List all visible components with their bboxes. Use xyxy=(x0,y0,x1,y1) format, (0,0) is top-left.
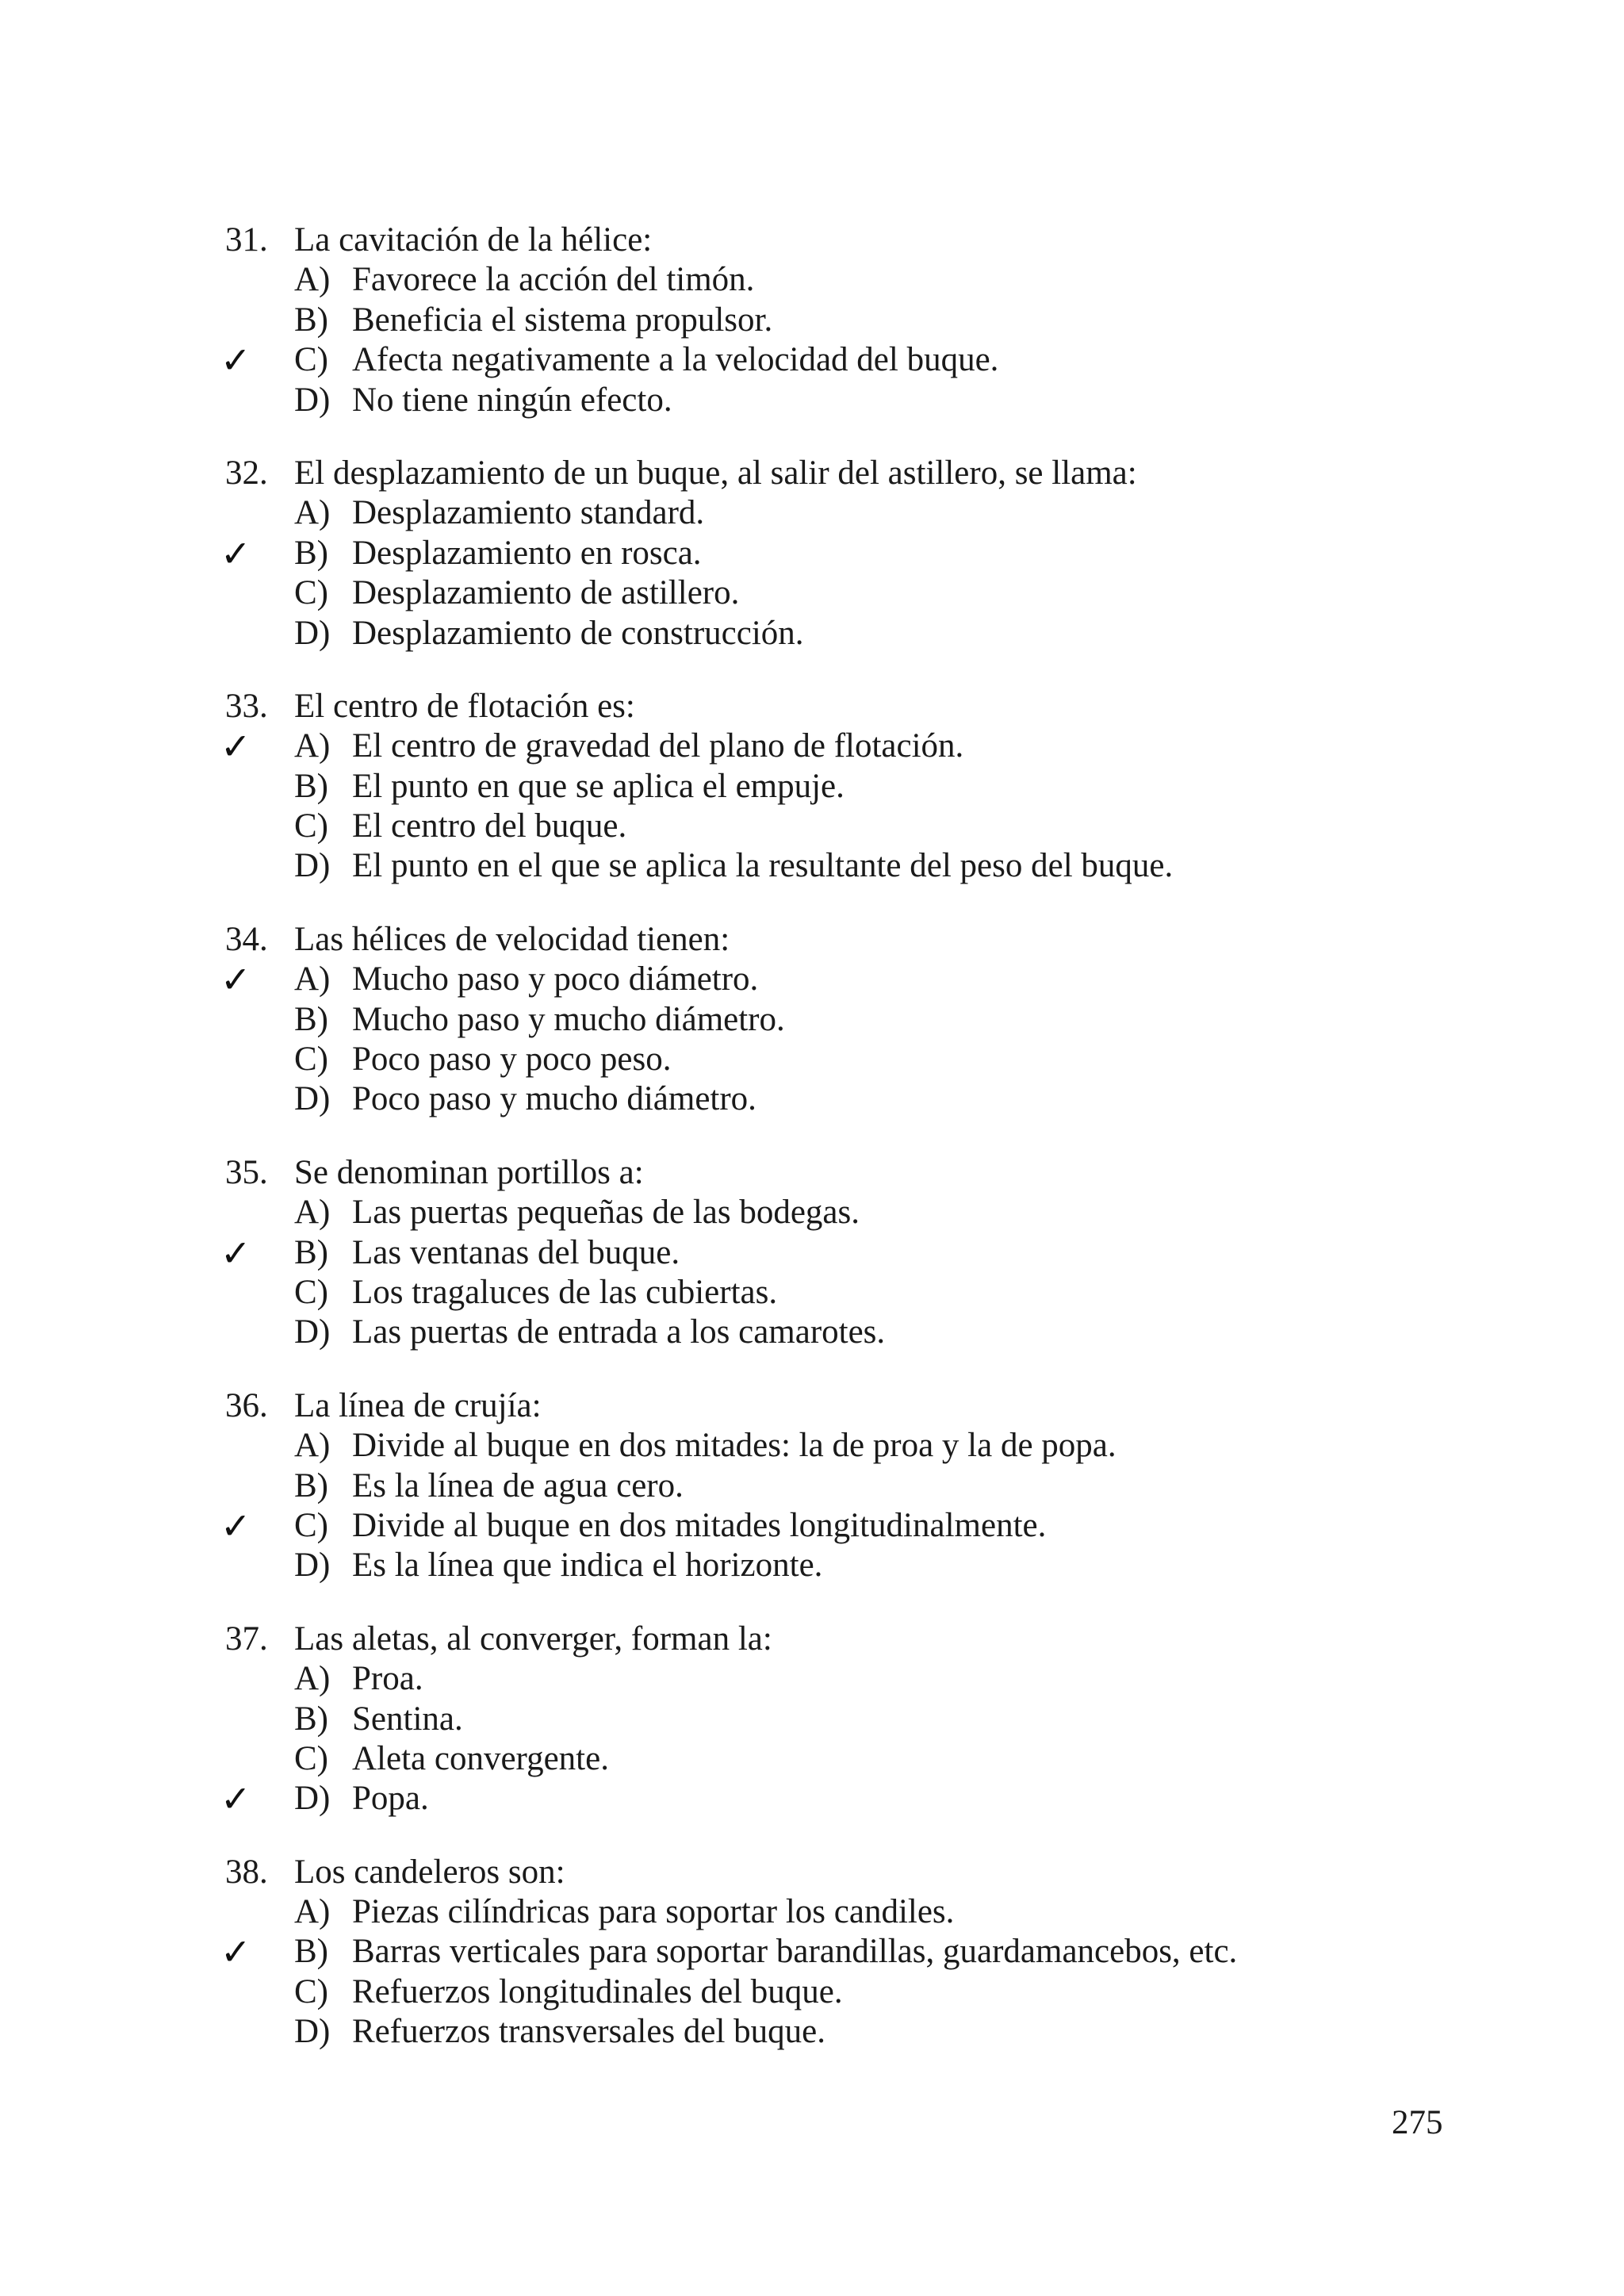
option-a xyxy=(0,1426,1624,1466)
option-text: Refuerzos transversales del buque. xyxy=(352,2013,826,2051)
option-a xyxy=(0,1892,1624,1932)
question-31 xyxy=(0,220,1624,420)
option-a xyxy=(0,958,1624,1002)
option-a xyxy=(0,493,1624,533)
option-b xyxy=(0,1466,1624,1506)
check-mark-icon: ✓ xyxy=(220,725,251,769)
option-text: Desplazamiento en rosca. xyxy=(352,534,702,572)
option-letter: C) xyxy=(294,574,328,612)
option-b xyxy=(0,1700,1624,1739)
option-b xyxy=(0,301,1624,340)
option-letter: D) xyxy=(294,1313,331,1351)
option-text: Barras verticales para soportar barandillas, guardamancebos, etc. xyxy=(352,1933,1238,1971)
option-c xyxy=(0,1040,1624,1079)
question-38 xyxy=(0,1853,1624,2053)
question-35 xyxy=(0,1153,1624,1353)
option-letter: B) xyxy=(294,1000,328,1038)
option-letter: A) xyxy=(294,494,331,532)
question-header xyxy=(0,1386,1624,1426)
option-letter: D) xyxy=(294,1080,331,1118)
option-a xyxy=(0,260,1624,300)
option-a xyxy=(0,1659,1624,1699)
option-a xyxy=(0,1193,1624,1232)
option-text: Divide al buque en dos mitades: la de proa y la de popa. xyxy=(352,1427,1116,1465)
check-mark-icon: ✓ xyxy=(220,1504,251,1547)
option-c xyxy=(0,1506,1624,1546)
question-header xyxy=(0,454,1624,493)
option-letter: A) xyxy=(294,1427,331,1465)
option-text: Refuerzos longitudinales del buque. xyxy=(352,1972,843,2010)
question-stem: Las hélices de velocidad tienen: xyxy=(294,920,730,958)
question-33 xyxy=(0,687,1624,887)
option-letter: B) xyxy=(294,1233,328,1271)
question-number: 34. xyxy=(225,920,268,958)
question-34 xyxy=(0,920,1624,1120)
question-number: 37. xyxy=(225,1619,268,1658)
option-text: Las puertas de entrada a los camarotes. xyxy=(352,1313,886,1351)
option-text: Las puertas pequeñas de las bodegas. xyxy=(352,1194,860,1232)
option-c xyxy=(0,807,1624,846)
check-mark-icon: ✓ xyxy=(220,531,251,575)
option-text: Sentina. xyxy=(352,1700,463,1738)
question-number: 35. xyxy=(225,1153,268,1191)
option-letter: B) xyxy=(294,301,328,339)
question-number: 33. xyxy=(225,687,268,725)
option-letter: C) xyxy=(294,1273,328,1311)
question-stem: El desplazamiento de un buque, al salir del astillero, se llama: xyxy=(294,454,1137,492)
option-c xyxy=(0,1739,1624,1779)
option-text: Las ventanas del buque. xyxy=(352,1233,680,1271)
option-letter: C) xyxy=(294,1041,328,1079)
option-text: No tiene ningún efecto. xyxy=(352,381,672,419)
option-letter: B) xyxy=(294,1933,328,1971)
option-letter: D) xyxy=(294,1547,331,1585)
option-letter: C) xyxy=(294,341,328,379)
check-mark-icon: ✓ xyxy=(220,958,251,1002)
option-text: Desplazamiento de astillero. xyxy=(352,574,740,612)
option-text: Poco paso y mucho diámetro. xyxy=(352,1080,756,1118)
page-number: 275 xyxy=(1392,2104,1443,2141)
question-header xyxy=(0,920,1624,960)
option-b xyxy=(0,767,1624,807)
option-text: El punto en que se aplica el empuje. xyxy=(352,767,845,805)
option-text: Es la línea que indica el horizonte. xyxy=(352,1547,823,1585)
option-text: Beneficia el sistema propulsor. xyxy=(352,301,773,339)
question-list xyxy=(0,220,1624,2086)
option-text: Mucho paso y mucho diámetro. xyxy=(352,1000,785,1038)
option-letter: D) xyxy=(294,847,331,885)
option-text: Piezas cilíndricas para soportar los candiles. xyxy=(352,1893,955,1931)
option-d xyxy=(0,614,1624,654)
option-letter: B) xyxy=(294,534,328,572)
option-letter: B) xyxy=(294,1466,328,1504)
question-stem: La cavitación de la hélice: xyxy=(294,221,653,259)
option-c xyxy=(0,1273,1624,1313)
option-letter: C) xyxy=(294,807,328,845)
option-text: Divide al buque en dos mitades longitudinalmente. xyxy=(352,1506,1047,1544)
option-letter: D) xyxy=(294,614,331,652)
question-stem: Los candeleros son: xyxy=(294,1853,565,1891)
option-letter: D) xyxy=(294,1780,331,1818)
question-37 xyxy=(0,1619,1624,1819)
question-header xyxy=(0,687,1624,726)
option-b xyxy=(0,1000,1624,1040)
option-d xyxy=(0,1313,1624,1352)
option-letter: D) xyxy=(294,2013,331,2051)
question-36 xyxy=(0,1386,1624,1586)
option-text: Favorece la acción del timón. xyxy=(352,261,755,299)
option-d xyxy=(0,1546,1624,1585)
option-text: El centro del buque. xyxy=(352,807,627,845)
option-letter: C) xyxy=(294,1506,328,1544)
question-number: 31. xyxy=(225,221,268,259)
question-number: 32. xyxy=(225,454,268,492)
question-header xyxy=(0,1153,1624,1193)
option-letter: A) xyxy=(294,1660,331,1698)
option-c xyxy=(0,340,1624,380)
option-letter: A) xyxy=(294,960,331,999)
option-b xyxy=(0,531,1624,575)
option-c xyxy=(0,573,1624,613)
option-c xyxy=(0,1972,1624,2012)
check-mark-icon: ✓ xyxy=(220,339,251,382)
option-text: El centro de gravedad del plano de flotación. xyxy=(352,727,964,765)
option-letter: A) xyxy=(294,261,331,299)
option-d xyxy=(0,846,1624,886)
option-letter: B) xyxy=(294,767,328,805)
option-letter: D) xyxy=(294,381,331,419)
option-text: Los tragaluces de las cubiertas. xyxy=(352,1273,778,1311)
question-number: 36. xyxy=(225,1386,268,1424)
option-letter: C) xyxy=(294,1972,328,2010)
option-text: Proa. xyxy=(352,1660,423,1698)
option-text: Afecta negativamente a la velocidad del buque. xyxy=(352,341,999,379)
option-b xyxy=(0,1233,1624,1273)
option-text: El punto en el que se aplica la resultante del peso del buque. xyxy=(352,847,1174,885)
option-text: Mucho paso y poco diámetro. xyxy=(352,960,759,999)
check-mark-icon: ✓ xyxy=(220,1777,251,1821)
question-header xyxy=(0,1619,1624,1659)
option-d xyxy=(0,2012,1624,2052)
option-letter: A) xyxy=(294,727,331,765)
check-mark-icon: ✓ xyxy=(220,1231,251,1274)
option-text: Es la línea de agua cero. xyxy=(352,1466,684,1504)
option-text: Desplazamiento standard. xyxy=(352,494,705,532)
question-stem: El centro de flotación es: xyxy=(294,687,635,725)
option-letter: A) xyxy=(294,1194,331,1232)
option-text: Desplazamiento de construcción. xyxy=(352,614,804,652)
question-header xyxy=(0,1853,1624,1892)
option-d xyxy=(0,1079,1624,1119)
option-b xyxy=(0,1932,1624,1972)
option-letter: A) xyxy=(294,1893,331,1931)
option-text: Popa. xyxy=(352,1780,429,1818)
question-32 xyxy=(0,454,1624,654)
question-stem: Se denominan portillos a: xyxy=(294,1153,644,1191)
option-letter: C) xyxy=(294,1739,328,1777)
question-stem: Las aletas, al converger, forman la: xyxy=(294,1619,772,1658)
question-stem: La línea de crujía: xyxy=(294,1386,542,1424)
question-number: 38. xyxy=(225,1853,268,1891)
option-letter: B) xyxy=(294,1700,328,1738)
question-header xyxy=(0,220,1624,260)
check-mark-icon: ✓ xyxy=(220,1930,251,1974)
option-d xyxy=(0,381,1624,420)
option-text: Poco paso y poco peso. xyxy=(352,1041,672,1079)
option-a xyxy=(0,725,1624,769)
option-d xyxy=(0,1779,1624,1819)
option-text: Aleta convergente. xyxy=(352,1739,609,1777)
